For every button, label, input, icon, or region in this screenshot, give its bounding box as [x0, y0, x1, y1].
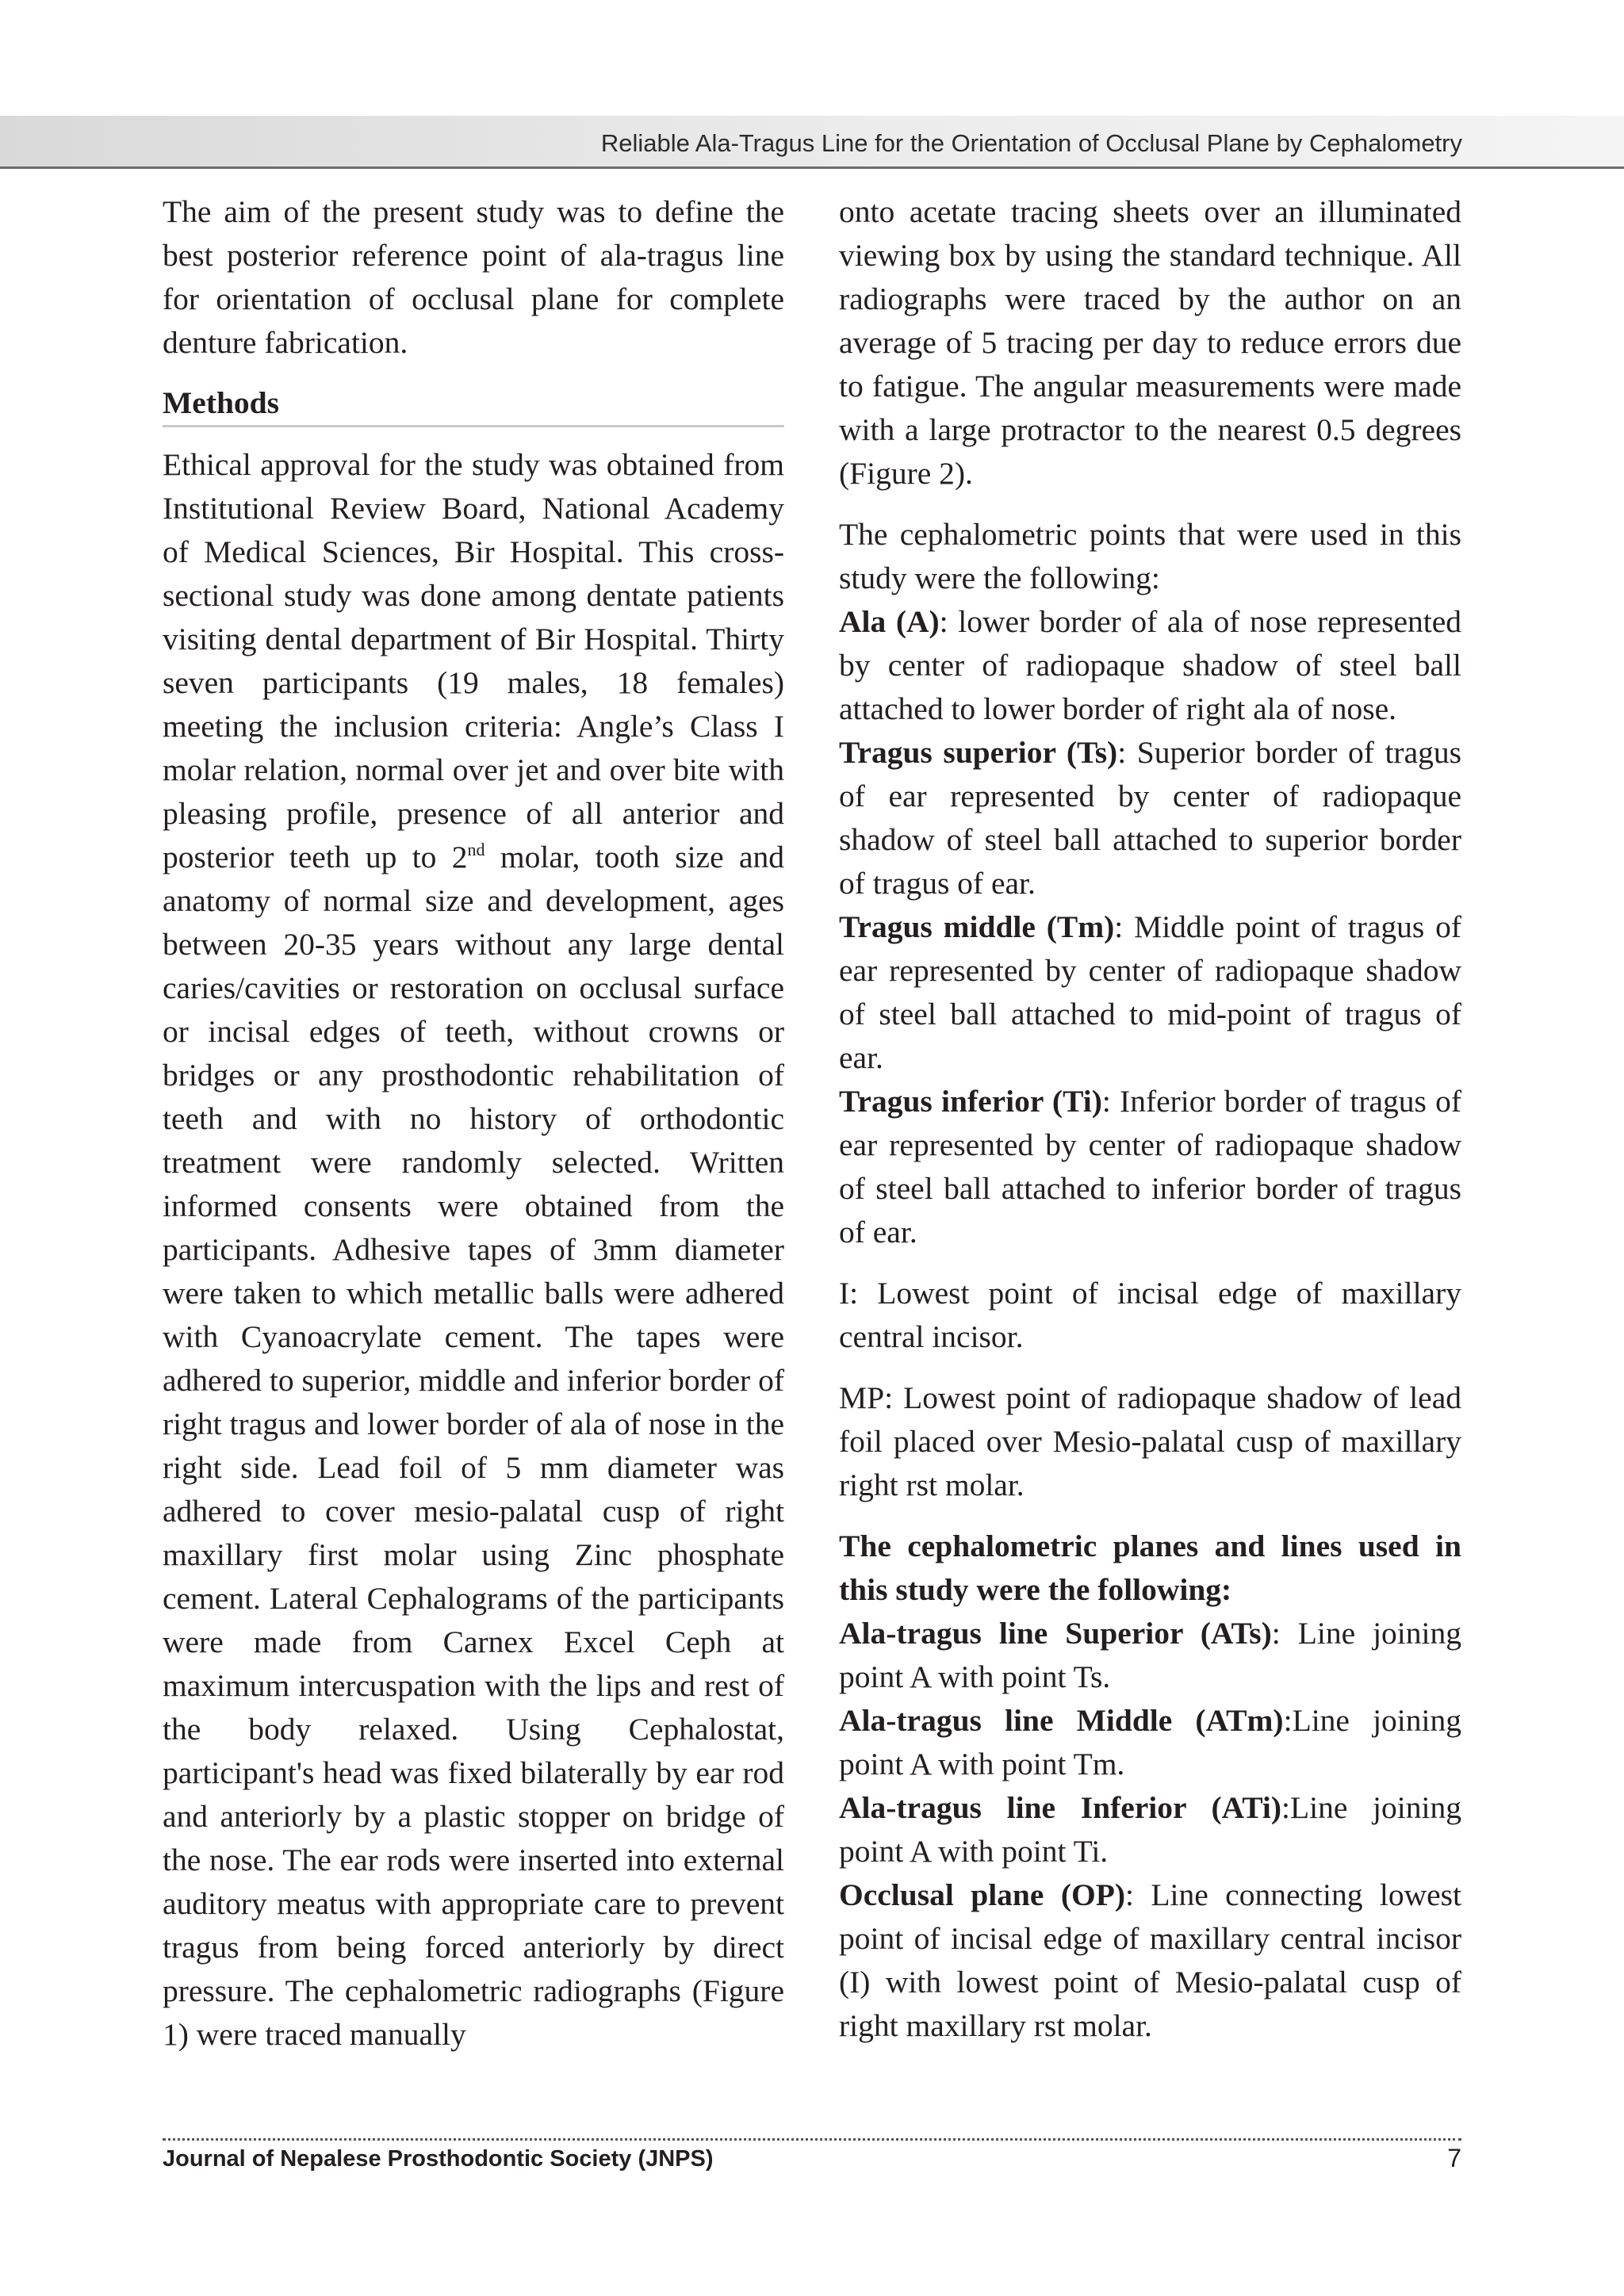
- plane-text: :Line joining point A with point Ti.: [839, 1790, 1461, 1869]
- page-number: 7: [1447, 2144, 1461, 2172]
- points-intro: The cephalometric points that were used in this study were the following:: [839, 517, 1461, 595]
- intro-paragraph: The aim of the present study was to define the best posterior reference point of ala-tragus line for orientation of occlusal plane for complete denture fabrication.: [163, 194, 784, 360]
- point-term: Tragus middle (Tm): [839, 909, 1115, 944]
- plane-definition: [839, 1612, 1461, 1699]
- point-i-definition: I: Lowest point of incisal edge of maxillary central incisor.: [839, 1276, 1461, 1354]
- continuation-paragraph: onto acetate tracing sheets over an illuminated viewing box by using the standard technique. All radiographs were traced by the author on an average of 5 tracing per day to reduce errors due to fatigue. The angular measurements were made with a large protractor to the nearest 0.5 degrees (Figure 2).: [839, 194, 1461, 491]
- footer-journal-name: Journal of Nepalese Prosthodontic Society (JNPS): [163, 2146, 714, 2172]
- plane-term: Ala-tragus line Superior (ATs): [839, 1616, 1272, 1651]
- planes-heading: The cephalometric planes and lines used in this study were the following:: [839, 1529, 1461, 1607]
- left-column: [163, 190, 784, 2057]
- point-definition: [839, 905, 1461, 1080]
- point-text: : Inferior border of tragus of ear represented by center of radiopaque shadow of steel ball attached to inferior border of tragus of ear.: [839, 1084, 1462, 1249]
- point-term: Ala (A): [839, 604, 940, 639]
- ordinal-superscript: nd: [467, 840, 485, 859]
- point-text: : Superior border of tragus of ear represented by center of radiopaque shadow of steel ball attached to superior border of tragus of ear.: [839, 735, 1461, 901]
- point-definition: [839, 731, 1461, 905]
- plane-term: Ala-tragus line Middle (ATm): [839, 1703, 1284, 1738]
- plane-text: :Line joining point A with point Tm.: [839, 1703, 1461, 1781]
- point-definition: [839, 600, 1461, 731]
- running-header-title: Reliable Ala-Tragus Line for the Orientation of Occlusal Plane by Cephalometry: [600, 129, 1462, 157]
- point-term: Tragus inferior (Ti): [839, 1084, 1102, 1119]
- point-text: : lower border of ala of nose represented by center of radiopaque shadow of steel ball attached to lower border of right ala of nose.: [839, 604, 1461, 726]
- plane-term: Occlusal plane (OP): [839, 1877, 1125, 1912]
- plane-definition: [839, 1873, 1461, 2048]
- plane-text: : Line connecting lowest point of incisal edge of maxillary central incisor (I) with lowest point of Mesio-palatal cusp of right maxillary rst molar.: [839, 1877, 1461, 2043]
- point-term: Tragus superior (Ts): [839, 735, 1118, 770]
- plane-term: Ala-tragus line Inferior (ATi): [839, 1790, 1282, 1825]
- plane-text: : Line joining point A with point Ts.: [839, 1616, 1461, 1694]
- methods-text-part-1: Ethical approval for the study was obtained from Institutional Review Board, National Academy of Medical Sciences, Bir Hospital. This cross-sectional study was done among dentate patients visiting dental department of Bir Hospital. Thirty seven participants (19 males, 18 females) meeting the inclusion criteria: Angle’s Class I molar relation, normal over jet and over bite with pleasing profile, presence of all anterior and posterior teeth up to 2: [163, 447, 784, 874]
- plane-definition: [839, 1699, 1461, 1786]
- right-column: [839, 190, 1461, 2048]
- footer-divider: [163, 2138, 1461, 2141]
- methods-heading: Methods: [163, 382, 784, 427]
- methods-paragraph: [163, 443, 784, 2057]
- point-mp-definition: MP: Lowest point of radiopaque shadow of lead foil placed over Mesio-palatal cusp of maxillary right rst molar.: [839, 1380, 1461, 1502]
- point-text: : Middle point of tragus of ear represented by center of radiopaque shadow of steel ball attached to mid-point of tragus of ear.: [839, 909, 1461, 1075]
- methods-text-part-2: molar, tooth size and anatomy of normal size and development, ages between 20-35 years without any large dental caries/cavities or restoration on occlusal surface or incisal edges of teeth, without crowns or bridges or any prosthodontic rehabilitation of teeth and with no history of orthodontic treatment were randomly selected. Written informed consents were obtained from the participants. Adhesive tapes of 3mm diameter were taken to which metallic balls were adhered with Cyanoacrylate cement. The tapes were adhered to superior, middle and inferior border of right tragus and lower border of ala of nose in the right side. Lead foil of 5 mm diameter was adhered to cover mesio-palatal cusp of right maxillary first molar using Zinc phosphate cement. Lateral Cephalograms of the participants were made from Carnex Excel Ceph at maximum intercuspation with the lips and rest of the body relaxed. Using Cephalostat, participant's head was fixed bilaterally by ear rod and anteriorly by a plastic stopper on bridge of the nose. The ear rods were inserted into external auditory meatus with appropriate care to prevent tragus from being forced anteriorly by direct pressure. The cephalometric radiographs (Figure 1) were traced manually: [163, 840, 784, 2052]
- point-definition: [839, 1080, 1461, 1254]
- plane-definition: [839, 1786, 1461, 1873]
